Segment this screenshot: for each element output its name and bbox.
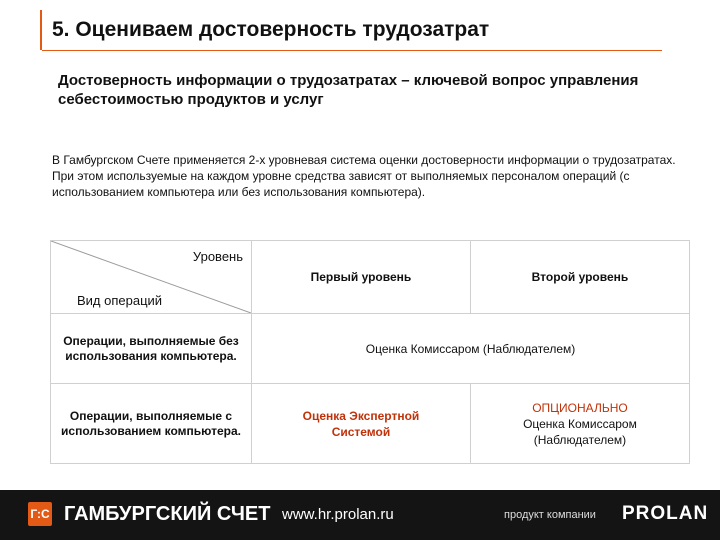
- cell-optional-commissioner: [470, 384, 689, 464]
- corner-level-label: Уровень: [192, 249, 243, 264]
- footer-bar: [0, 490, 720, 540]
- table-corner-cell: [51, 241, 252, 314]
- website-link[interactable]: www.hr.prolan.ru: [282, 506, 394, 523]
- optional-commissioner-text: Оценка Комиссаром (Наблюдателем): [523, 416, 637, 447]
- row-label-with-computer: Операции, выполняемые с использованием компьютера.: [51, 384, 252, 464]
- cell-commissioner-merged: Оценка Комиссаром (Наблюдателем): [252, 314, 690, 384]
- header-level-2: Второй уровень: [470, 241, 689, 314]
- slide-subtitle: Достоверность информации о трудозатратах – ключевой вопрос управления себестоимостью продуктов и услуг: [58, 72, 639, 108]
- row-label-no-computer: Операции, выполняемые без использования компьютера.: [51, 314, 252, 384]
- header-level-1: Первый уровень: [252, 241, 471, 314]
- slide-title: 5. Оцениваем достоверность трудозатрат: [52, 18, 490, 41]
- prolan-logo: PROLAN: [622, 503, 709, 524]
- title-bar: [0, 0, 720, 58]
- body-paragraph: В Гамбургском Счете применяется 2-х уровневая система оценки достоверности информации о трудозатратах. При этом используемые на каждом уровне средства зависят от выполняемых персоналом операций (с использованием компьютера или без использования компьютера).: [52, 153, 676, 199]
- table-row: [51, 384, 690, 464]
- title-underline: [42, 50, 662, 51]
- levels-table: [50, 240, 690, 464]
- title-accent-line: [40, 10, 42, 50]
- optional-tag: ОПЦИОНАЛЬНО: [532, 400, 628, 415]
- corner-operations-label: Вид операций: [77, 293, 163, 308]
- table-row: [51, 314, 690, 384]
- cell-expert-system: Оценка Экспертной Системой: [252, 384, 471, 464]
- table-header-row: [51, 241, 690, 314]
- product-of-company-label: продукт компании: [504, 509, 596, 521]
- brand-logo-icon: Г:С: [28, 502, 52, 526]
- brand-name: ГАМБУРГСКИЙ СЧЕТ: [64, 503, 271, 525]
